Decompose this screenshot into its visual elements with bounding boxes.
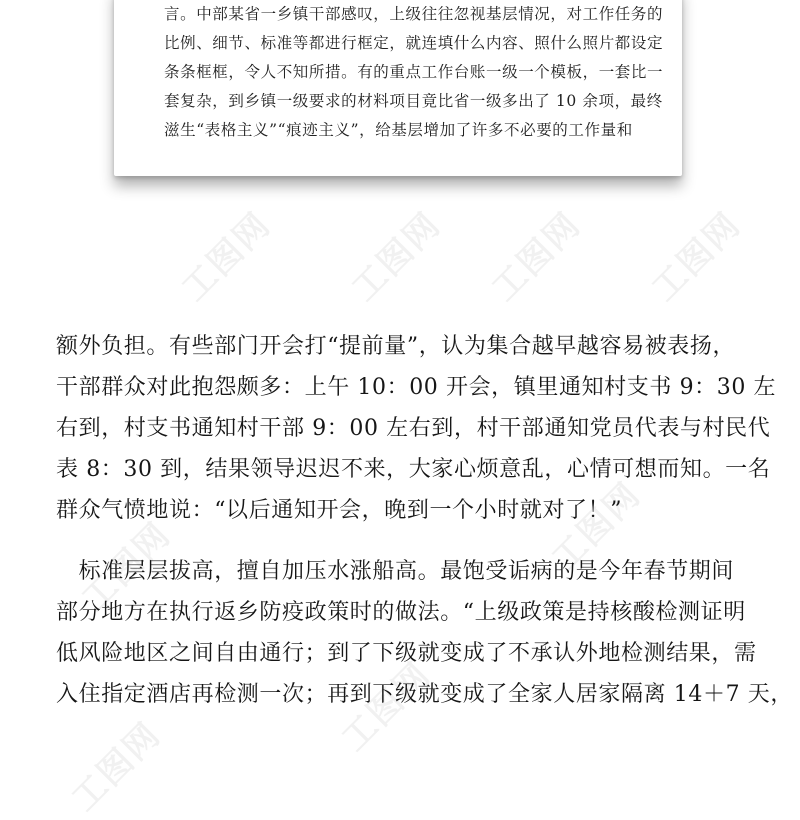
text-line: 右到，村支书通知村干部 9：00 左右到，村干部通知党员代表与村民代 bbox=[56, 416, 771, 441]
page-preview-card bbox=[114, 0, 682, 176]
watermark: 工图网 bbox=[344, 204, 449, 310]
watermark: 工图网 bbox=[334, 654, 439, 760]
text-line: 群众气愤地说：“以后通知开会，晚到一个小时就对了！” bbox=[56, 498, 623, 523]
article-body bbox=[56, 326, 793, 715]
watermark: 工图网 bbox=[74, 514, 179, 620]
text-line: 表 8：30 到，结果领导迟迟不来，大家心烦意乱，心情可想而知。一名 bbox=[56, 457, 771, 482]
preview-line: 条条框框，令人不知所措。有的重点工作台账一级一个模板，一套比一 bbox=[164, 63, 664, 81]
paragraph bbox=[56, 326, 777, 531]
text-line: 入住指定酒店再检测一次；再到下级就变成了全家人居家隔离 14＋7 天， bbox=[56, 682, 793, 707]
text-line: 额外负担。有些部门开会打“提前量”，认为集合越早越容易被表扬， bbox=[56, 334, 736, 359]
watermark: 工图网 bbox=[544, 474, 649, 580]
text-line: 干部群众对此抱怨颇多：上午 10：00 开会，镇里通知村支书 9：30 左 bbox=[56, 375, 777, 400]
watermark: 工图网 bbox=[484, 204, 589, 310]
text-line: 部分地方在执行返乡防疫政策时的做法。“上级政策是持核酸检测证明 bbox=[56, 600, 746, 625]
preview-line: 套复杂，到乡镇一级要求的材料项目竟比省一级多出了 10 余项，最终 bbox=[164, 92, 663, 110]
paragraph-gap bbox=[56, 531, 756, 551]
watermark: 工图网 bbox=[64, 714, 169, 820]
text-line: 标准层层拔高，擅自加压水涨船高。最饱受诟病的是今年春节期间 bbox=[56, 559, 735, 584]
preview-line: 言。中部某省一乡镇干部感叹，上级往往忽视基层情况，对工作任务的 bbox=[164, 5, 664, 23]
preview-line: 比例、细节、标准等都进行框定，就连填什么内容、照什么照片都设定 bbox=[164, 34, 664, 52]
watermark: 工图网 bbox=[644, 204, 749, 310]
paragraph bbox=[56, 551, 793, 715]
text-line: 低风险地区之间自由通行；到了下级就变成了不承认外地检测结果，需 bbox=[56, 641, 757, 666]
watermark: 工图网 bbox=[174, 204, 279, 310]
preview-text bbox=[164, 0, 664, 145]
preview-line: 滋生“表格主义”“痕迹主义”，给基层增加了许多不必要的工作量和 bbox=[164, 121, 633, 139]
